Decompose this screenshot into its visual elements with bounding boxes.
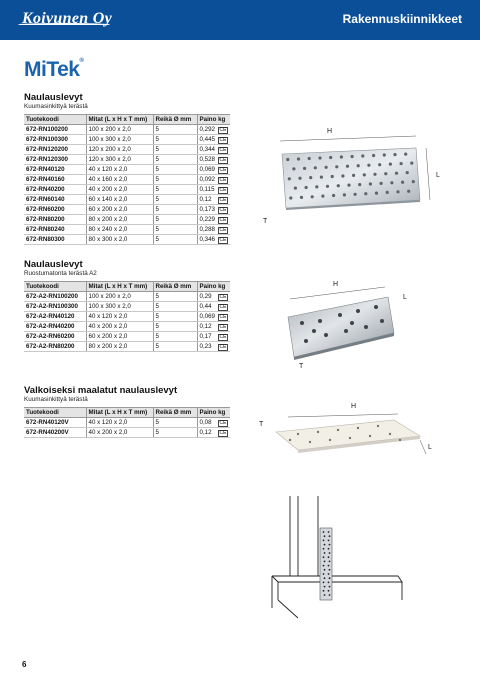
cell-dimensions-text: 80 x 200 x 2,0 — [88, 343, 128, 350]
cell-dimensions — [86, 418, 153, 428]
cell-weight-text: 0,173 — [199, 206, 215, 213]
cell-weight-text: 0,229 — [199, 216, 215, 223]
cell-hole-text: 5 — [155, 166, 159, 173]
col-header-code: Tuotekoodi — [24, 282, 86, 292]
dimension-line-h — [288, 414, 398, 417]
cell-code — [24, 145, 86, 155]
table-row — [24, 312, 230, 322]
cell-hole-text: 5 — [155, 136, 159, 143]
cell-weight — [197, 205, 230, 215]
cell-hole — [153, 155, 197, 165]
table-row — [24, 175, 230, 185]
ce-mark-icon: CE — [219, 324, 227, 330]
cell-weight — [197, 342, 230, 352]
section-subtitle: Kuumasinkittyä terästä — [24, 103, 88, 110]
cell-code — [24, 302, 86, 312]
product-table — [24, 114, 230, 245]
cell-dimensions — [86, 235, 153, 245]
cell-dimensions — [86, 135, 153, 145]
ce-mark-icon: CE — [219, 177, 227, 183]
plate-on-post — [320, 528, 332, 600]
cell-code — [24, 312, 86, 322]
cell-weight — [197, 175, 230, 185]
cell-code — [24, 165, 86, 175]
cell-dimensions — [86, 312, 153, 322]
cell-weight-text: 0,092 — [199, 176, 215, 183]
cell-dimensions-text: 80 x 240 x 2,0 — [88, 226, 128, 233]
ce-mark-icon: CE — [219, 157, 227, 163]
cell-weight — [197, 302, 230, 312]
dimension-label-l: L — [403, 294, 407, 301]
ce-mark-icon: CE — [219, 217, 227, 223]
cell-hole-text: 5 — [155, 226, 159, 233]
col-header-weight: Paino kg — [197, 115, 230, 125]
section-subtitle: Ruostumatonta terästä A2 — [24, 270, 97, 277]
cell-hole-text: 5 — [155, 323, 159, 330]
table-row — [24, 125, 230, 135]
table-row — [24, 332, 230, 342]
cell-code — [24, 225, 86, 235]
cell-code-text: 672-A2-RN40120 — [26, 313, 75, 320]
cell-weight-text: 0,12 — [199, 323, 212, 330]
cell-hole-text: 5 — [155, 206, 159, 213]
cell-hole-text: 5 — [155, 216, 159, 223]
dimension-label-l: L — [436, 172, 440, 179]
cell-hole-text: 5 — [155, 429, 159, 436]
cell-code — [24, 135, 86, 145]
cell-code — [24, 342, 86, 352]
cell-dimensions-text: 120 x 200 x 2,0 — [88, 146, 131, 153]
cell-dimensions — [86, 195, 153, 205]
cell-weight — [197, 145, 230, 155]
cell-dimensions-text: 40 x 200 x 2,0 — [88, 323, 128, 330]
cell-code — [24, 185, 86, 195]
dimension-label-h: H — [351, 403, 357, 410]
cell-weight-text: 0,23 — [199, 343, 212, 350]
cell-hole-text: 5 — [155, 419, 159, 426]
ce-mark-icon: CE — [219, 197, 227, 203]
cell-hole-text: 5 — [155, 156, 159, 163]
cell-code-text: 672-A2-RN100200 — [26, 293, 78, 300]
table-row — [24, 155, 230, 165]
cell-hole — [153, 312, 197, 322]
white-plate-illustration — [268, 410, 438, 460]
cell-weight-text: 0,115 — [199, 186, 215, 193]
logo-swoosh — [18, 23, 110, 26]
ce-mark-icon: CE — [219, 294, 227, 300]
cell-hole — [153, 225, 197, 235]
cell-dimensions — [86, 322, 153, 332]
cell-code-text: 672-RN100200 — [26, 126, 68, 133]
cell-hole-text: 5 — [155, 126, 159, 133]
ce-mark-icon: CE — [219, 304, 227, 310]
cell-weight-text: 0,069 — [199, 166, 215, 173]
table-header-row — [24, 115, 230, 125]
table-row — [24, 195, 230, 205]
cell-hole — [153, 185, 197, 195]
table-row — [24, 418, 230, 428]
cell-hole — [153, 175, 197, 185]
table-row — [24, 165, 230, 175]
cell-weight-text: 0,445 — [199, 136, 215, 143]
brand-logo — [24, 58, 83, 82]
cell-code — [24, 175, 86, 185]
dimension-label-h: H — [333, 281, 339, 288]
ce-mark-icon: CE — [219, 227, 227, 233]
cell-code — [24, 235, 86, 245]
cell-code-text: 672-RN40120 — [26, 166, 65, 173]
cell-weight — [197, 322, 230, 332]
cell-hole — [153, 145, 197, 155]
cell-code — [24, 125, 86, 135]
cell-dimensions — [86, 342, 153, 352]
cell-code — [24, 205, 86, 215]
cell-hole-text: 5 — [155, 333, 159, 340]
dimension-line-l — [420, 440, 426, 454]
cell-code-text: 672-A2-RN100300 — [26, 303, 78, 310]
cell-code-text: 672-A2-RN40200 — [26, 323, 75, 330]
cell-weight-text: 0,346 — [199, 236, 215, 243]
cell-hole — [153, 235, 197, 245]
cell-hole-text: 5 — [155, 196, 159, 203]
cell-dimensions — [86, 205, 153, 215]
cell-code-text: 672-RN60200 — [26, 206, 65, 213]
cell-hole — [153, 135, 197, 145]
cell-hole-text: 5 — [155, 343, 159, 350]
table-row — [24, 292, 230, 302]
col-header-code: Tuotekoodi — [24, 408, 86, 418]
cell-weight — [197, 235, 230, 245]
col-header-hole: Reikä Ø mm — [153, 282, 197, 292]
section-title: Naulauslevyt — [24, 92, 83, 103]
cell-code-text: 672-RN40120V — [26, 419, 69, 426]
cell-hole-text: 5 — [155, 236, 159, 243]
table-row — [24, 135, 230, 145]
cell-dimensions — [86, 155, 153, 165]
cell-dimensions — [86, 292, 153, 302]
ce-mark-icon: CE — [219, 187, 227, 193]
cell-code-text: 672-RN120200 — [26, 146, 68, 153]
ce-mark-icon: CE — [219, 147, 227, 153]
ce-mark-icon: CE — [219, 237, 227, 243]
ce-mark-icon: CE — [219, 344, 227, 350]
ce-mark-icon: CE — [219, 334, 227, 340]
cell-dimensions-text: 60 x 140 x 2,0 — [88, 196, 128, 203]
product-table — [24, 281, 230, 352]
table-row — [24, 225, 230, 235]
cell-code-text: 672-RN60140 — [26, 196, 65, 203]
cell-code — [24, 292, 86, 302]
cell-dimensions-text: 40 x 120 x 2,0 — [88, 419, 128, 426]
table-row — [24, 185, 230, 195]
page-header — [0, 0, 480, 40]
cell-dimensions — [86, 302, 153, 312]
cell-code — [24, 428, 86, 438]
cell-dimensions-text: 100 x 200 x 2,0 — [88, 293, 131, 300]
cell-weight — [197, 195, 230, 205]
stainless-plate-illustration — [280, 285, 420, 370]
cell-weight-text: 0,344 — [199, 146, 215, 153]
cell-weight — [197, 125, 230, 135]
cell-hole-text: 5 — [155, 303, 159, 310]
company-logo-text: Koivunen Oy — [22, 10, 112, 27]
brand-trademark: ® — [79, 58, 84, 64]
cell-weight — [197, 332, 230, 342]
cell-hole — [153, 428, 197, 438]
table-row — [24, 205, 230, 215]
col-header-dimensions: Mitat (L x H x T mm) — [86, 408, 153, 418]
dimension-label-t: T — [263, 218, 268, 225]
cell-code-text: 672-RN80240 — [26, 226, 65, 233]
cell-dimensions-text: 80 x 300 x 2,0 — [88, 236, 128, 243]
cell-weight-text: 0,17 — [199, 333, 212, 340]
cell-dimensions-text: 40 x 200 x 2,0 — [88, 186, 128, 193]
section-stainless-plates — [24, 259, 230, 352]
cell-hole — [153, 125, 197, 135]
product-table — [24, 407, 230, 438]
col-header-weight: Paino kg — [197, 408, 230, 418]
col-header-weight: Paino kg — [197, 282, 230, 292]
col-header-hole: Reikä Ø mm — [153, 115, 197, 125]
section-galvanized-plates — [24, 92, 230, 245]
beam-sides — [278, 582, 402, 600]
cell-dimensions — [86, 145, 153, 155]
cell-weight — [197, 155, 230, 165]
page-number: 6 — [22, 660, 27, 669]
cell-code-text: 672-RN120300 — [26, 156, 68, 163]
cell-dimensions-text: 40 x 120 x 2,0 — [88, 166, 128, 173]
cell-dimensions-text: 60 x 200 x 2,0 — [88, 206, 128, 213]
cell-weight — [197, 185, 230, 195]
cell-hole — [153, 418, 197, 428]
cell-dimensions-text: 40 x 200 x 2,0 — [88, 429, 128, 436]
cell-hole — [153, 165, 197, 175]
cell-dimensions-text: 100 x 300 x 2,0 — [88, 136, 131, 143]
cell-hole — [153, 322, 197, 332]
col-header-dimensions: Mitat (L x H x T mm) — [86, 282, 153, 292]
cell-weight-text: 0,288 — [199, 226, 215, 233]
cell-code-text: 672-A2-RN80200 — [26, 343, 75, 350]
table-row — [24, 215, 230, 225]
cell-dimensions — [86, 165, 153, 175]
section-title: Valkoiseksi maalatut naulauslevyt — [24, 385, 178, 396]
ce-mark-icon: CE — [219, 207, 227, 213]
cell-dimensions-text: 100 x 300 x 2,0 — [88, 303, 131, 310]
beam-outline — [272, 576, 402, 582]
cell-weight-text: 0,12 — [199, 429, 212, 436]
ce-mark-icon: CE — [219, 127, 227, 133]
cell-weight — [197, 312, 230, 322]
cell-code — [24, 418, 86, 428]
table-row — [24, 145, 230, 155]
table-row — [24, 428, 230, 438]
company-logo — [22, 10, 112, 28]
cell-code-text: 672-A2-RN60200 — [26, 333, 75, 340]
cell-weight — [197, 215, 230, 225]
dimension-label-t: T — [299, 363, 304, 370]
cell-hole — [153, 292, 197, 302]
cell-dimensions-text: 40 x 160 x 2,0 — [88, 176, 128, 183]
cell-weight — [197, 428, 230, 438]
section-subtitle: Kuumasinkittyä terästä — [24, 396, 88, 403]
section-title: Naulauslevyt — [24, 259, 83, 270]
cell-weight-text: 0,44 — [199, 303, 212, 310]
cell-hole — [153, 342, 197, 352]
cell-dimensions — [86, 215, 153, 225]
cell-weight — [197, 165, 230, 175]
table-row — [24, 342, 230, 352]
cell-weight — [197, 292, 230, 302]
dimension-line-l — [426, 148, 430, 200]
cell-dimensions — [86, 332, 153, 342]
brand-name: MiTek — [24, 58, 80, 81]
cell-dimensions-text: 40 x 120 x 2,0 — [88, 313, 128, 320]
cell-dimensions — [86, 175, 153, 185]
cell-hole-text: 5 — [155, 176, 159, 183]
table-header-row — [24, 408, 230, 418]
cell-dimensions-text: 100 x 200 x 2,0 — [88, 126, 131, 133]
table-row — [24, 322, 230, 332]
cell-dimensions-text: 80 x 200 x 2,0 — [88, 216, 128, 223]
cell-dimensions-text: 120 x 300 x 2,0 — [88, 156, 131, 163]
cell-code-text: 672-RN80300 — [26, 236, 65, 243]
cell-code-text: 672-RN80200 — [26, 216, 65, 223]
galvanized-plate-illustration — [268, 128, 464, 232]
cell-weight — [197, 135, 230, 145]
cell-dimensions — [86, 428, 153, 438]
installation-drawing — [268, 490, 408, 620]
cell-code — [24, 195, 86, 205]
cell-hole-text: 5 — [155, 293, 159, 300]
cell-hole-text: 5 — [155, 186, 159, 193]
category-title: Rakennuskiinnikkeet — [342, 12, 462, 26]
dimension-line-h — [280, 136, 416, 141]
cell-weight-text: 0,29 — [199, 293, 212, 300]
cell-dimensions-text: 60 x 200 x 2,0 — [88, 333, 128, 340]
cell-code-text: 672-RN40200V — [26, 429, 69, 436]
dimension-label-h: H — [327, 128, 333, 135]
ce-mark-icon: CE — [219, 167, 227, 173]
cell-weight — [197, 418, 230, 428]
cell-code — [24, 155, 86, 165]
cell-dimensions — [86, 225, 153, 235]
ce-mark-icon: CE — [219, 430, 227, 436]
cell-code-text: 672-RN100300 — [26, 136, 68, 143]
cell-code-text: 672-RN40200 — [26, 186, 65, 193]
table-row — [24, 235, 230, 245]
cell-hole — [153, 215, 197, 225]
col-header-code: Tuotekoodi — [24, 115, 86, 125]
cell-dimensions — [86, 125, 153, 135]
cell-weight — [197, 225, 230, 235]
col-header-dimensions: Mitat (L x H x T mm) — [86, 115, 153, 125]
ce-mark-icon: CE — [219, 420, 227, 426]
cell-weight-text: 0,08 — [199, 419, 212, 426]
cell-hole — [153, 195, 197, 205]
cell-hole-text: 5 — [155, 146, 159, 153]
cell-hole-text: 5 — [155, 313, 159, 320]
table-header-row — [24, 282, 230, 292]
cell-weight-text: 0,12 — [199, 196, 212, 203]
dimension-line-h — [290, 287, 385, 299]
beam-corner — [278, 600, 298, 618]
dimension-label-l: L — [428, 444, 432, 451]
cell-weight-text: 0,069 — [199, 313, 215, 320]
cell-dimensions — [86, 185, 153, 195]
section-white-painted-plates — [24, 385, 230, 438]
cell-hole — [153, 205, 197, 215]
cell-weight-text: 0,528 — [199, 156, 215, 163]
dimension-label-t: T — [259, 421, 264, 428]
cell-weight-text: 0,292 — [199, 126, 215, 133]
cell-code-text: 672-RN40160 — [26, 176, 65, 183]
cell-hole — [153, 302, 197, 312]
col-header-hole: Reikä Ø mm — [153, 408, 197, 418]
ce-mark-icon: CE — [219, 137, 227, 143]
cell-hole — [153, 332, 197, 342]
cell-code — [24, 215, 86, 225]
cell-code — [24, 332, 86, 342]
table-row — [24, 302, 230, 312]
ce-mark-icon: CE — [219, 314, 227, 320]
cell-code — [24, 322, 86, 332]
